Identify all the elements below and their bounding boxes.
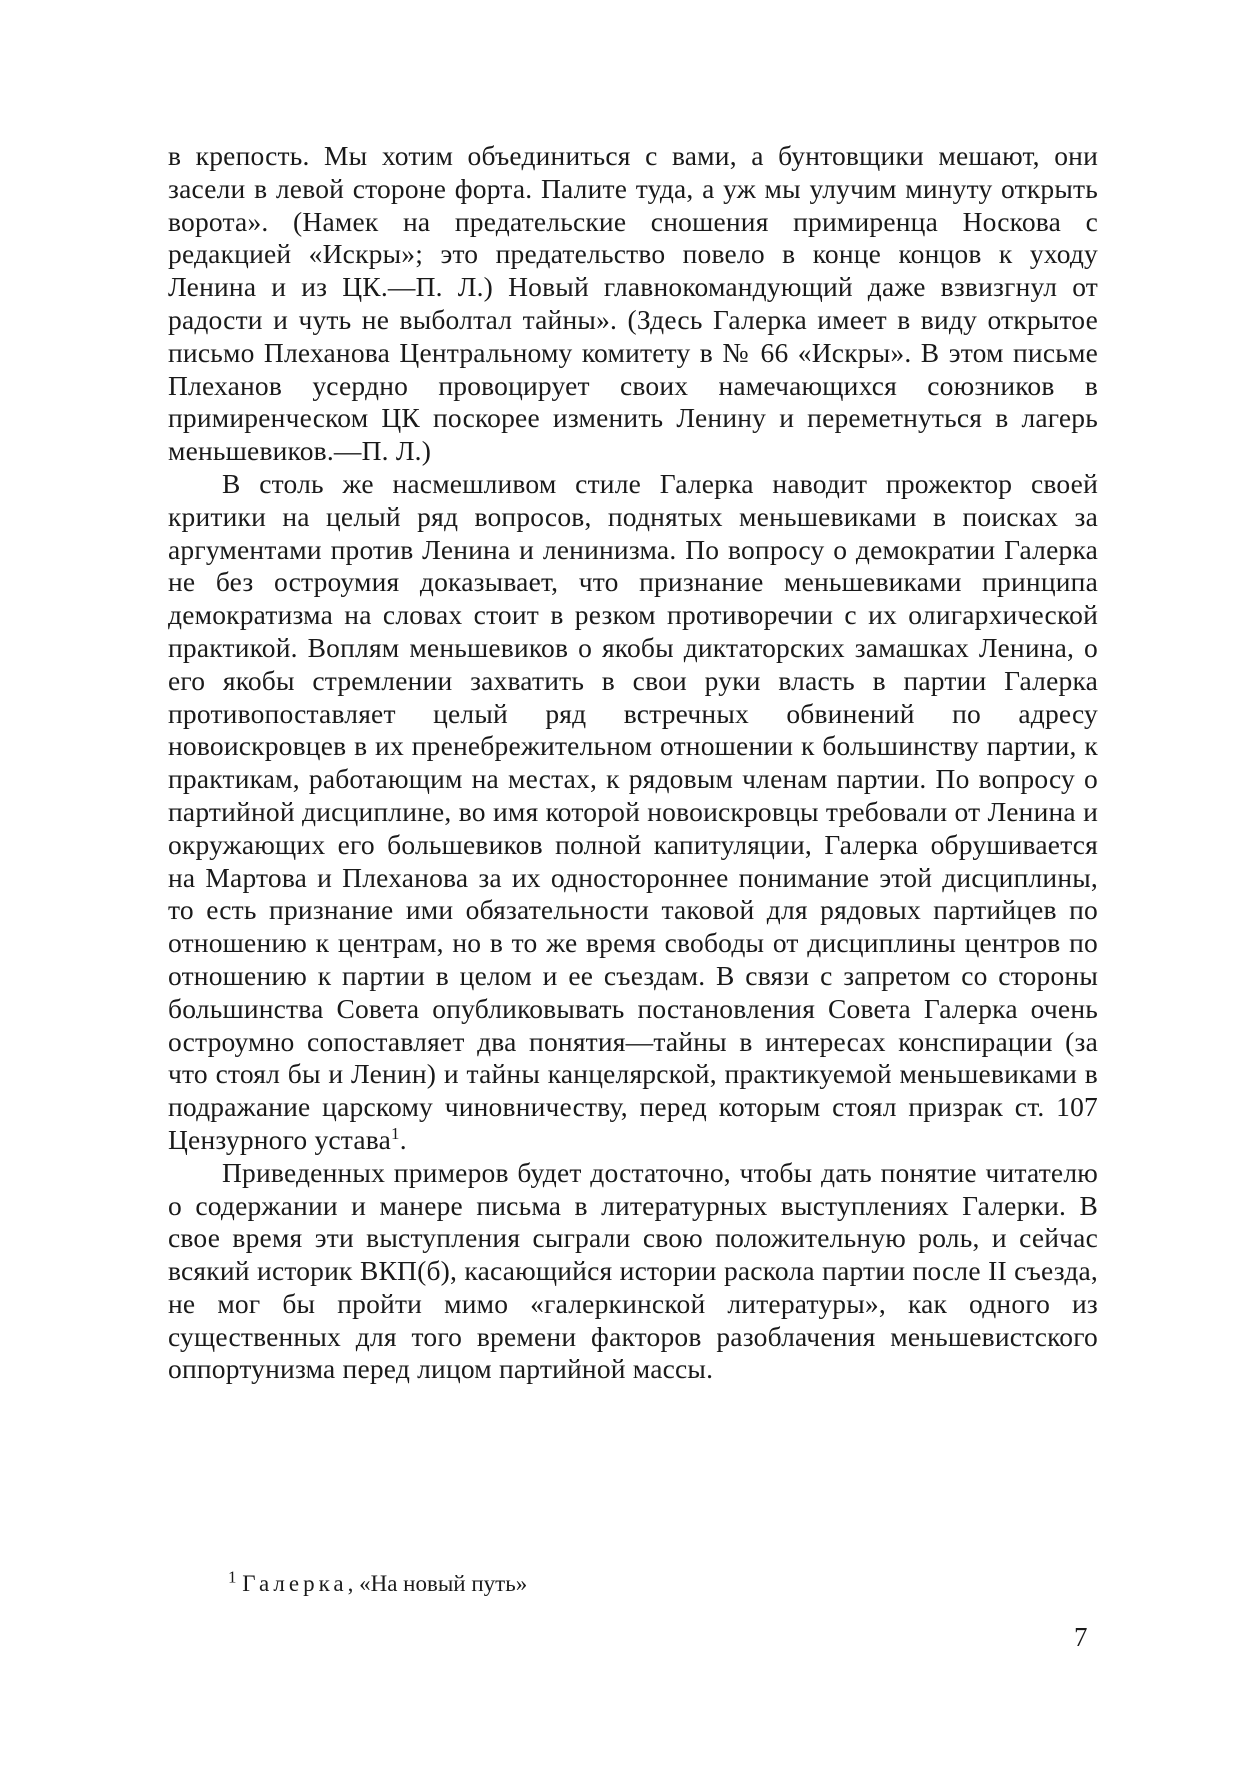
footnote-reference: 1 <box>391 1123 400 1143</box>
paragraph-2 <box>168 468 1098 1157</box>
footnote <box>228 1567 1128 1598</box>
document-page <box>168 140 1098 1386</box>
paragraph-2-end: . <box>399 1123 407 1155</box>
paragraph-1: в крепость. Мы хотим объединиться с вами, а бунтовщики мешают, они засели в левой стороне форта. Палите туда, а уж мы улучим минуту открыть ворота». (Намек на предательские сношения примиренца Носкова с редакцией «Искры»; это предательство повело в конце концов к уходу Ленина и из ЦК.—П. Л.) Новый главнокомандующий даже взвизгнул от радости и чуть не выболтал тайны». (Здесь Галерка имеет в виду открытое письмо Плеханова Центральному комитету в № 66 «Искры». В этом письме Плеханов усердно провоцирует своих намечающихся союзников в примиренческом ЦК поскорее изменить Ленину и переметнуться в лагерь меньшевиков.—П. Л.) <box>168 140 1098 467</box>
footnote-title: , «На новый путь» <box>347 1571 528 1596</box>
footnote-marker: 1 <box>228 1567 237 1587</box>
paragraph-2-text: В столь же насмешливом стиле Галерка наводит прожектор своей критики на целый ряд вопросов, поднятых меньшевиками в поисках за аргументами против Ленина и ленинизма. По вопросу о демократии Галерка не без остроумия доказывает, что признание меньшевиками принципа демократизма на словах стоит в резком противоречии с их олигархической практикой. Воплям меньшевиков о якобы диктаторских замашках Ленина, о его якобы стремлении захватить в свои руки власть в партии Галерка противопоставляет целый ряд встречных обвинений по адресу новоискровцев в их пренебрежительном отношении к большинству партии, к практикам, работающим на местах, к рядовым членам партии. По вопросу о партийной дисциплине, во имя которой новоискровцы требовали от Ленина и окружающих его большевиков полной капитуляции, Галерка обрушивается на Мартова и Плеханова за их одностороннее понимание этой дисциплины, то есть признание ими обязательности таковой для рядовых партийцев по отношению к центрам, но в то же время свободы от дисциплины центров по отношению к партии в целом и ее съездам. В связи с запретом со стороны большинства Совета опубликовывать постановления Совета Галерка очень остроумно сопоставляет два понятия—тайны в интересах конспирации (за что стоял бы и Ленин) и тайны канцелярской, практикуемой меньшевиками в подражание царскому чиновничеству, перед которым стоял призрак ст. 107 Цензурного устава <box>168 467 1098 1155</box>
footnote-author: Галерка <box>242 1571 348 1596</box>
page-number: 7 <box>1074 1622 1088 1652</box>
paragraph-3: Приведенных примеров будет достаточно, чтобы дать понятие читателю о содержании и манере письма в литературных выступлениях Галерки. В свое время эти выступления сыграли свою положительную роль, и сейчас всякий историк ВКП(б), касающийся истории раскола партии после II съезда, не мог бы пройти мимо «галеркинской литературы», как одного из существенных для того времени факторов разоблачения меньшевистского оппортунизма перед лицом партийной массы. <box>168 1156 1098 1385</box>
